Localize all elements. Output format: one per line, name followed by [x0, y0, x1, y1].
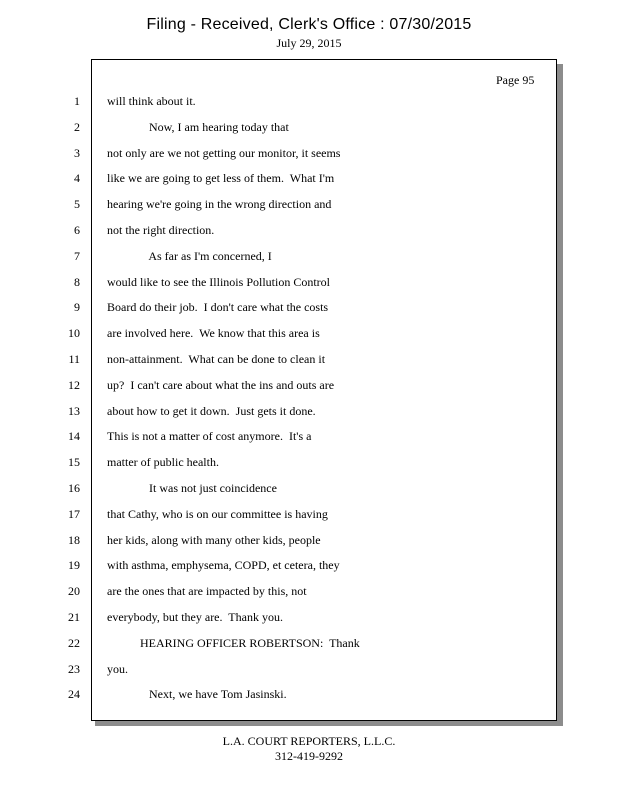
- line-number: 9: [74, 300, 80, 315]
- line-number: 18: [68, 532, 80, 547]
- line-number: 16: [68, 481, 80, 495]
- transcript-line: [0, 533, 618, 551]
- line-text: are involved here. We know that this area is: [107, 326, 320, 341]
- line-text: This is not a matter of cost anymore. It's a: [107, 429, 312, 444]
- transcript-line: [0, 146, 618, 164]
- line-number: 20: [68, 584, 80, 599]
- line-text: you.: [107, 661, 128, 676]
- line-number: 17: [68, 506, 80, 521]
- line-text: matter of public health.: [107, 455, 219, 470]
- transcript-line: [0, 455, 618, 473]
- transcript-line: [0, 171, 618, 189]
- line-number: 19: [68, 558, 80, 573]
- line-number: 15: [68, 455, 80, 470]
- filing-stamp: Filing - Received, Clerk's Office : 07/30/2015: [146, 16, 472, 33]
- transcript-line: [0, 249, 618, 267]
- line-number: 6: [74, 223, 80, 237]
- line-number: 11: [68, 352, 80, 366]
- transcript-line: [0, 662, 618, 680]
- line-number: 4: [74, 171, 80, 186]
- transcript-line: [0, 584, 618, 602]
- transcript-line: [0, 275, 618, 293]
- transcript-line: [0, 429, 618, 447]
- footer-company: L.A. COURT REPORTERS, L.L.C.: [222, 734, 396, 748]
- line-text: Next, we have Tom Jasinski.: [107, 687, 287, 702]
- line-text: As far as I'm concerned, I: [107, 248, 272, 263]
- page-number: Page 95: [496, 73, 535, 87]
- line-text: It was not just coincidence: [107, 481, 277, 495]
- line-text: like we are going to get less of them. What I'm: [107, 171, 335, 186]
- line-text: not the right direction.: [107, 223, 215, 237]
- transcript-line: [0, 352, 618, 370]
- transcript-line: [0, 404, 618, 422]
- line-text: non-attainment. What can be done to clean it: [107, 352, 326, 366]
- line-number: 13: [68, 403, 80, 418]
- line-number: 10: [68, 326, 80, 341]
- transcript-line: [0, 507, 618, 525]
- line-text: everybody, but they are. Thank you.: [107, 610, 283, 624]
- line-text: HEARING OFFICER ROBERTSON: Thank: [107, 635, 360, 650]
- line-number: 14: [68, 429, 80, 444]
- line-number: 2: [74, 119, 80, 134]
- line-number: 5: [74, 197, 80, 212]
- line-number: 12: [68, 377, 80, 392]
- transcript-line: [0, 223, 618, 241]
- line-number: 8: [74, 274, 80, 289]
- line-text: hearing we're going in the wrong direction and: [107, 197, 332, 212]
- line-number: 23: [68, 661, 80, 676]
- transcript-line: [0, 610, 618, 628]
- line-text: Now, I am hearing today that: [107, 119, 289, 134]
- transcript-line: [0, 94, 618, 112]
- transcript-line: [0, 326, 618, 344]
- transcript-date: July 29, 2015: [276, 36, 342, 50]
- line-text: will think about it.: [107, 94, 196, 108]
- line-text: are the ones that are impacted by this, not: [107, 584, 307, 599]
- line-number: 24: [68, 687, 80, 702]
- transcript-line: [0, 481, 618, 499]
- line-number: 21: [68, 610, 80, 624]
- line-number: 1: [74, 94, 80, 108]
- line-text: would like to see the Illinois Pollution Control: [107, 274, 330, 289]
- line-number: 22: [68, 635, 80, 650]
- transcript-line: [0, 378, 618, 396]
- transcript-line: [0, 558, 618, 576]
- line-number: 3: [74, 145, 80, 160]
- line-text: not only are we not getting our monitor, it seems: [107, 145, 341, 160]
- line-number: 7: [74, 248, 80, 263]
- transcript-line: [0, 687, 618, 705]
- transcript-line: [0, 197, 618, 215]
- transcript-line: [0, 636, 618, 654]
- line-text: about how to get it down. Just gets it done.: [107, 403, 316, 418]
- footer-phone: 312-419-9292: [275, 749, 343, 763]
- transcript-line: [0, 300, 618, 318]
- line-text: her kids, along with many other kids, people: [107, 532, 321, 547]
- line-text: with asthma, emphysema, COPD, et cetera, they: [107, 558, 340, 573]
- line-text: that Cathy, who is on our committee is having: [107, 506, 328, 521]
- transcript-line: [0, 120, 618, 138]
- line-text: up? I can't care about what the ins and outs are: [107, 377, 335, 392]
- line-text: Board do their job. I don't care what the costs: [107, 300, 329, 315]
